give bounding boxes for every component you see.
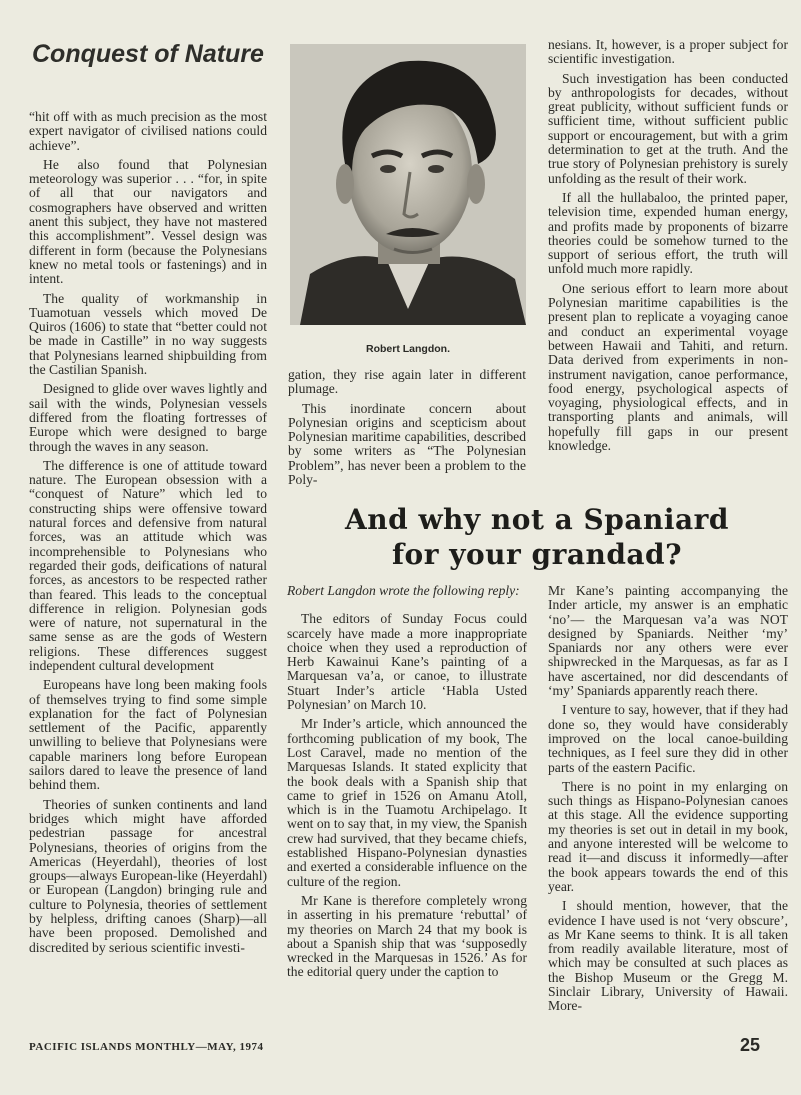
- paragraph: Theories of sunken continents and land bridges which might have afforded pedestrian passage for ancestral Polynesians, theories of origins from the Americas (Heyerdahl), theories of lost groups—always European-like (Heyerdahl) or European (Langdon) bringing rule and culture to Polynesia, theories of settlement by helpless, drifting canoes (Sharp)—all have been proposed. Demolished and discredited by serious scientific investi-: [29, 796, 267, 955]
- paragraph: Europeans have long been making fools of themselves trying to find some simple explanation for the fact of Polynesian settlement of the Pacific, apparently unwilling to believe that Polynesians were capable mariners long before European sailors dared to leave the presence of land behind them.: [29, 677, 267, 793]
- paragraph: I should mention, however, that the evidence I have used is not ‘very obscure’, as Mr Kane seems to think. It is all taken from readily available literature, most of which may be consulted at such places as the Bishop Museum or the Gregg M. Sinclair Library, University of Hawaii. More-: [548, 898, 788, 1014]
- article-column-2: [288, 368, 526, 492]
- page-footer: PACIFIC ISLANDS MONTHLY—MAY, 1974: [29, 1041, 264, 1053]
- headline-line-1: And why not a Spaniard: [345, 503, 729, 536]
- article-column-5: [548, 584, 788, 1019]
- paragraph: This inordinate concern about Polynesian origins and scepticism about Polynesian maritime capabilities, described by some writers as “The Polynesian Problem”, has never been a problem to the Poly-: [288, 400, 526, 488]
- paragraph: Designed to glide over waves lightly and sail with the winds, Polynesian vessels differed from the floating fortresses of Europe which were designed to barge through the waves in any season.: [29, 381, 267, 454]
- page-number: 25: [740, 1035, 761, 1055]
- paragraph: “hit off with as much precision as the most expert navigator of civilised nations could achieve”.: [29, 109, 267, 153]
- author-portrait: [290, 44, 526, 325]
- paragraph: Such investigation has been conducted by anthropologists for decades, without great publicity, without sufficient funds or sufficient time, without sufficient public support or encouragement, but with a grim determination to get at the truth. And the true story of Polynesian prehistory is surely unfolding as the result of their work.: [548, 70, 788, 186]
- paragraph: If all the hullabaloo, the printed paper, television time, expended human energy, and profits made by proponents of bizarre theories could be somehow turned to the support of serious effort, the truth will unfold much more rapidly.: [548, 189, 788, 277]
- byline: Robert Langdon wrote the following reply:: [287, 583, 520, 598]
- paragraph: One serious effort to learn more about Polynesian maritime capabilities is the present plan to replicate a voyaging canoe and conduct an experimental voyage between Hawaii and Tahiti, and return. Data derived from experiments in non-instrument navigation, canoe performance, food energy, psychological aspects of voyaging, physiological effects, and in transporting plants and animals, will hopefully fill gaps in our present knowledge.: [548, 280, 788, 454]
- paragraph: Mr Kane is therefore completely wrong in asserting in his premature ‘rebuttal’ of my theories on March 24 that my book is about a Spanish ship that was ‘supposedly wrecked in the Marquesas in 1526.’ As for the editorial query under the caption to: [287, 892, 527, 980]
- section-title: Conquest of Nature: [32, 40, 264, 68]
- photo-caption: Robert Langdon.: [366, 343, 450, 355]
- headline-line-2: for your grandad?: [391, 538, 683, 571]
- paragraph: Mr Inder’s article, which announced the forthcoming publication of my book, The Lost Caravel, made no mention of the Marquesas Islands. It stated explicity that the book deals with a Spanish ship that came to grief in 1526 on Amanu Atoll, which is in the Tuamotu Archipelago. It went on to say that, in my view, the Spanish crew had survived, that they became chiefs, established Hispano-Polynesian dynasties and exerted a considerable influence on the culture of the region.: [287, 716, 527, 889]
- paragraph: The editors of Sunday Focus could scarcely have made a more inappropriate choice when they used a reproduction of Herb Kawainui Kane’s painting of a Marquesan va’a, or canoe, to illustrate Stuart Inder’s article ‘Habla Usted Polynesian’ on March 10.: [287, 611, 527, 713]
- portrait-illustration: [290, 44, 526, 325]
- paragraph: gation, they rise again later in different plumage.: [288, 367, 526, 397]
- article-headline: [282, 502, 792, 572]
- paragraph: I venture to say, however, that if they had done so, they would have considerably improved on the local canoe-building techniques, as I feel sure they did in other parts of the eastern Pacific.: [548, 702, 788, 775]
- paragraph: The quality of workmanship in Tuamotuan vessels which moved De Quiros (1606) to state that “better could not be made in Castille” in no way suggests that Polynesians learned shipbuilding from the Castilian Spanish.: [29, 290, 267, 378]
- paragraph: Mr Kane’s painting accompanying the Inder article, my answer is an emphatic ‘no’— the Marquesan va’a was NOT designed by Spaniards. Neither ‘my’ Spaniards nor any others were ever shipwrecked in the Marquesas, as far as I have ascertained, nor did descendants of ‘my’ Spaniards apparently reach there.: [548, 583, 788, 699]
- paragraph: The difference is one of attitude toward nature. The European obsession with a “conquest of Nature” which led to constructing ships were offensive toward natural forces and defensive from natural forces, was an attitude which was incomprehensible to Polynesians who regarded their gods, deifications of natural forces, as ancestors to be respected rather than feared. This leads to the conceptual difference in religion. Polynesian gods were of nature, not supernatural in the same sense as are the gods of Western religions. These differences suggest independent cultural development: [29, 457, 267, 673]
- article-column-1: [29, 110, 267, 960]
- article-column-3: [548, 38, 788, 458]
- paragraph: nesians. It, however, is a proper subject for scientific investigation.: [548, 37, 788, 67]
- paragraph: He also found that Polynesian meteorology was superior . . . “for, in spite of all that our navigators and cosmographers have observed and written anent this subject, they have not mastered this accomplishment”. Vessel design was different in form (because the Polynesians knew no metal tools or fastenings) and in intent.: [29, 156, 267, 287]
- article-column-4: [287, 584, 527, 985]
- paragraph: There is no point in my enlarging on such things as Hispano-Polynesian canoes at this stage. All the evidence supporting my theories is set out in detail in my book, and anyone interested will be welcome to read it—and discuss it informedly—after the book appears towards the end of this year.: [548, 778, 788, 894]
